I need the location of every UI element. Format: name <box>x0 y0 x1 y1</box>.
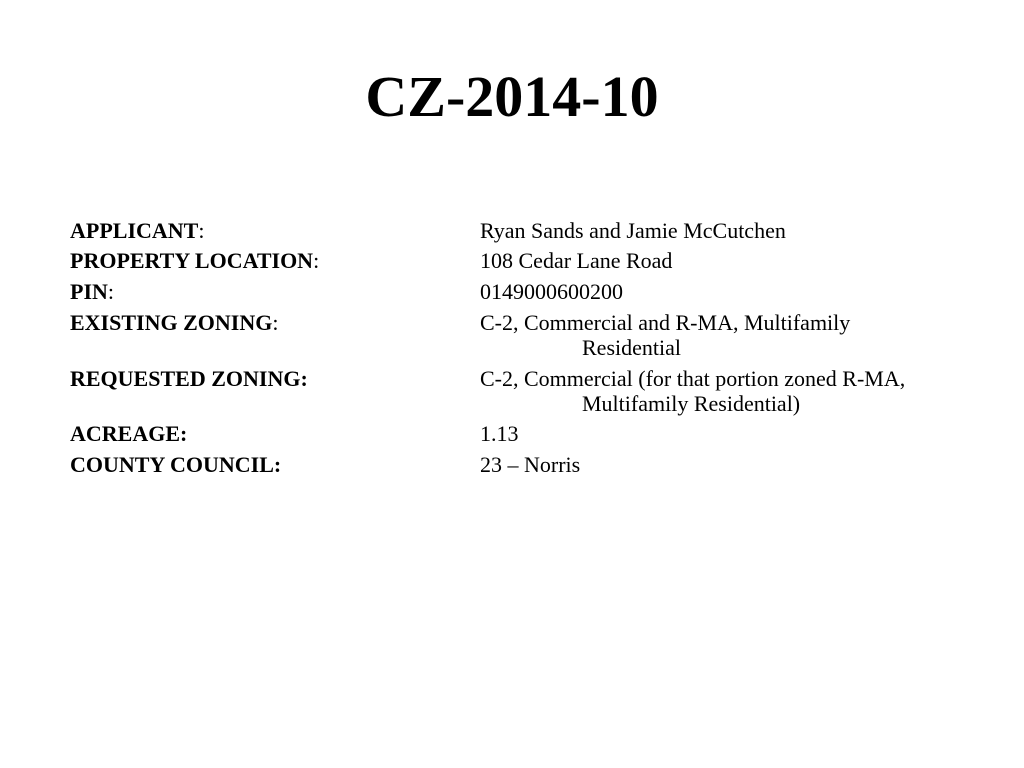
field-value <box>480 366 990 416</box>
field-value-line: 108 Cedar Lane Road <box>480 248 673 273</box>
field-value-line: Ryan Sands and Jamie McCutchen <box>480 218 786 243</box>
field-value-continuation: Residential <box>582 335 681 360</box>
field-key: APPLICANT <box>70 218 199 243</box>
field-key: PIN <box>70 279 108 304</box>
field-label <box>70 366 480 391</box>
field-label <box>70 310 480 335</box>
field-value <box>480 218 990 243</box>
field-county-council <box>70 452 990 483</box>
field-key-suffix: : <box>272 310 279 335</box>
field-label <box>70 452 480 477</box>
field-key: PROPERTY LOCATION <box>70 248 314 273</box>
field-key: COUNTY COUNCIL: <box>70 452 282 477</box>
field-existing-zoning <box>70 310 990 366</box>
field-value <box>480 452 990 477</box>
field-label <box>70 279 480 304</box>
field-key-suffix: : <box>313 248 320 273</box>
field-acreage <box>70 421 990 452</box>
field-value-line: 1.13 <box>480 421 519 446</box>
field-label <box>70 218 480 243</box>
field-applicant <box>70 218 990 248</box>
page-title: CZ-2014-10 <box>365 64 659 129</box>
case-details <box>70 218 990 483</box>
field-label <box>70 421 480 446</box>
field-value <box>480 421 990 446</box>
field-key: ACREAGE: <box>70 421 188 446</box>
field-key: EXISTING ZONING <box>70 310 273 335</box>
field-value <box>480 248 990 273</box>
field-label <box>70 248 480 273</box>
field-pin <box>70 279 990 310</box>
field-value-line: 23 – Norris <box>480 452 581 477</box>
field-property-location <box>70 248 990 279</box>
field-value-line: 0149000600200 <box>480 279 623 304</box>
field-key-suffix: : <box>107 279 115 304</box>
field-value-continuation: Multifamily Residential) <box>582 391 801 416</box>
field-requested-zoning <box>70 366 990 421</box>
field-value <box>480 279 990 304</box>
field-value-line: C-2, Commercial (for that portion zoned R-MA, <box>480 366 906 391</box>
field-value <box>480 310 990 360</box>
field-key-suffix: : <box>198 218 205 243</box>
field-value-line: C-2, Commercial and R-MA, Multifamily <box>480 310 851 335</box>
field-key: REQUESTED ZONING: <box>70 366 308 391</box>
